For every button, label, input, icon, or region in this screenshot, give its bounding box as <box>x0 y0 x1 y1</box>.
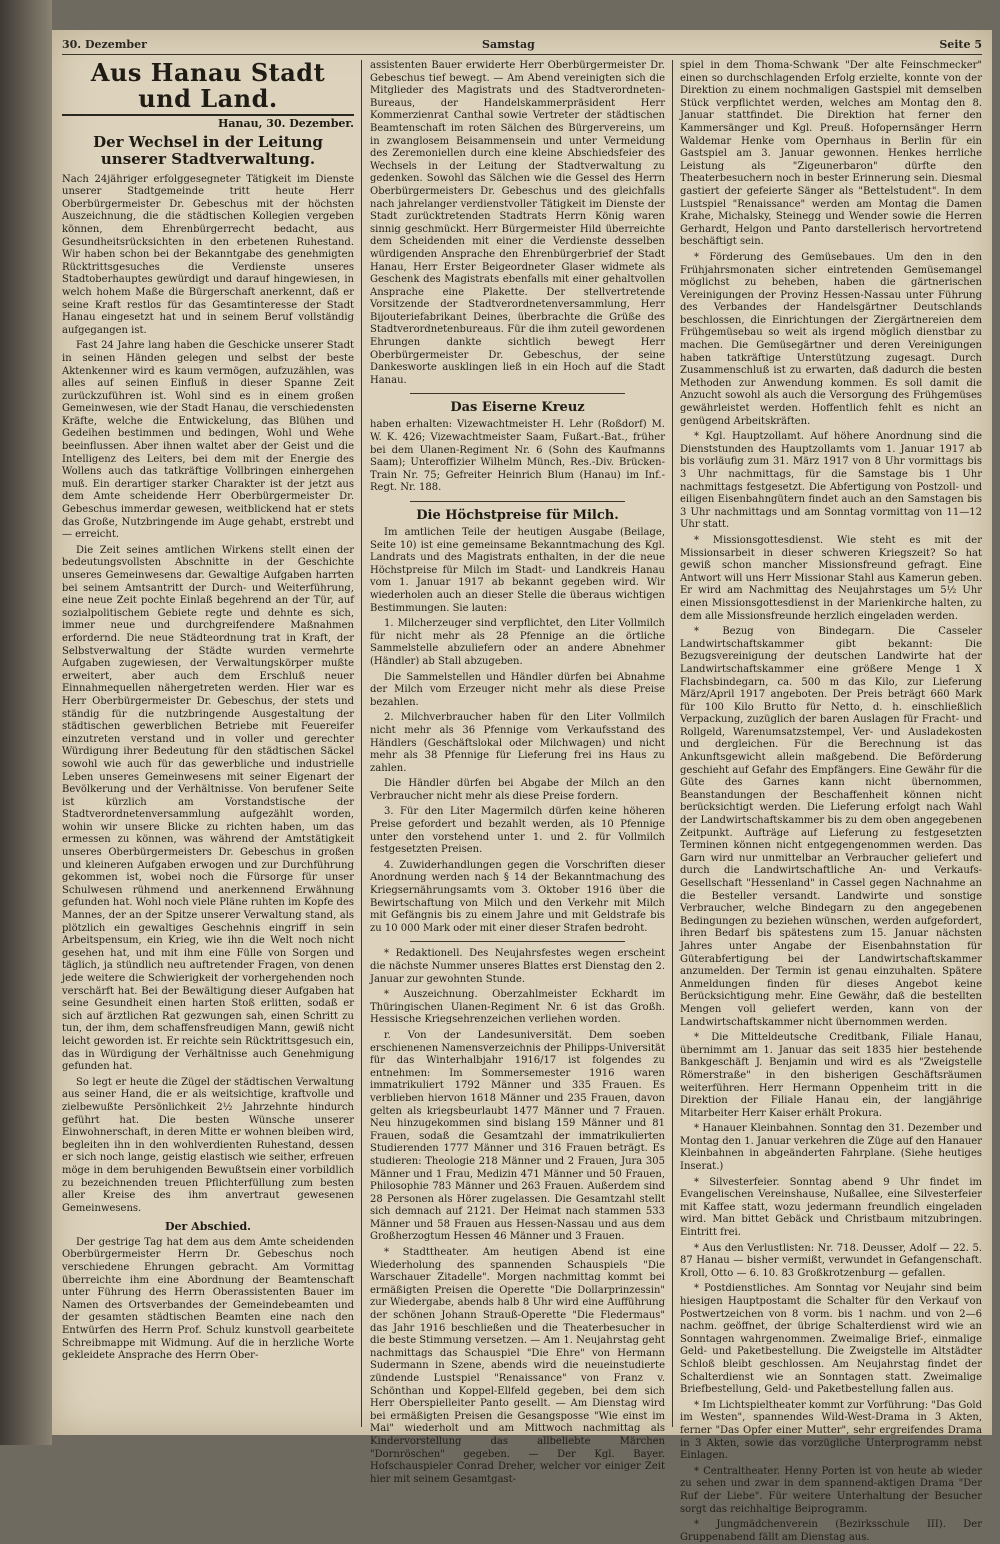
header-page-number: Seite 5 <box>939 38 982 51</box>
article-headline: Das Eiserne Kreuz <box>450 400 585 416</box>
article-paragraph: assistenten Bauer erwiderte Herr Oberbürgermeister Dr. Gebeschus tief bewegt. — Am Abend vereinigten sich die Mitglieder des Magistrats und des Stadtverordneten-Bureaus, der Handelskammerpräsident Herr Kommerzienrat Canthal sowie Vertreter der städtischen Beamtenschaft im roten Sälchen des Bürgervereins, um in zwanglosem Beisammensein und unter Vermeidung des Zeremoniellen durch eine kleine Abschiedsfeier des Wechsels in der Leitung der Stadtverwaltung zu gedenken. Sowohl das Sälchen wie die Gessel des Herrn Oberbürgermeisters Dr. Gebeschus und des gleichfalls nach jahrelanger verdienstvoller Tätigkeit im Dienste der Stadt zurücktretenden Stadtrats Herrn König waren sinnig geschmückt. Herr Bürgermeister Hild überreichte dem Scheidenden mit einer die Verdienste desselben würdigenden Ansprache den Ehrenbürgerbrief der Stadt Hanau, Herr Erster Beigeordneter Glaser widmete als Geschenk des Magistrats ebenfalls mit einer gehaltvollen Ansprache eine Plakette. Der stellvertretende Vorsitzende der Stadtverordnetenversammlung, Herr Bijouteriefabrikant Deines, überbrachte die Grüße des Stadtverordnetenbureaus. Für die ihm zuteil gewordenen Ehrungen dankte sichtlich bewegt Herr Oberbürgermeister Dr. Gebeschus, der seine Dankesworte ausklingen ließ in ein Hoch auf die Stadt Hanau. <box>370 60 665 386</box>
local-note: * Hanauer Kleinbahnen. Sonntag den 31. Dezember und Montag den 1. Januar verkehren die Züge auf den Hanauer Kleinbahnen in abgeänderten Fahrplane. (Siehe heutiges Inserat.) <box>680 1123 982 1173</box>
local-note: * Bezug von Bindegarn. Die Casseler Landwirtschaftskammer gibt bekannt: Die Bezugsvereinigung der deutschen Landwirte hat der Landwirtschaftskammer eine größere Menge 1 X Flachsbindegarn, ca. 500 m das Kilo, zur Lieferung März/April 1917 angeboten. Der Preis beträgt 660 Mark für 100 Kilo Brutto für Netto, d. h. einschließlich Verpackung, zuzüglich der baren Auslagen für Fracht- und Rollgeld, Warenumsatzstempel, Ver- und Ausladekosten und dergleichen. Für die Berechnung ist das Ankunftsgewicht allein maßgebend. Die Beförderung geschieht auf Gefahr des Empfängers. Eine Gewähr für die Güte des Garnes kann nicht übernommen, Beanstandungen der Beschaffenheit können nicht berücksichtigt werden. Die Lieferung erfolgt nach Wahl der Landwirtschaftskammer bis zu dem oben angegebenen Zeitpunkt. Aufträge auf Lieferung zu festgesetzten Terminen können nicht entgegengenommen werden. Das Garn wird nur unmittelbar an Verbraucher geliefert und durch die Landwirtschaftliche An- und Verkaufs-Gesellschaft "Hessenland" in Cassel gegen Nachnahme an die Besteller versandt. Landwirte und sonstige Verbraucher, welche Bindegarn zu den angegebenen Bedingungen zu beziehen wünschen, werden aufgefordert, ihren Bedarf bis spätestens zum 15. Januar nächsten Jahres unter Angabe der Eisenbahnstation für Güterabfertigung bei der Landwirtschaftskammer anzumelden. Der Termin ist genau einzuhalten. Spätere Anmeldungen finden für dieses Angebot keine Berücksichtigung mehr. Eine Gewähr, daß die bestellten Mengen voll geliefert werden, kann von der Landwirtschaftskammer nicht übernommen werden. <box>680 626 982 1028</box>
column-rule <box>672 60 673 1427</box>
article-paragraph: Fast 24 Jahre lang haben die Geschicke unserer Stadt in seinen Händen gelegen und selbst der beste Aktenkenner wird es kaum vermögen, aufzuzählen, was alles auf seinen Einfluß in dieser Spanne Zeit zurückzuführen ist. Wohl sind es in einem großen Gemeinwesen, wie der Stadt Hanau, die verschiedensten Kräfte, welche die Entwickelung, das Blühen und Gedeihen bestimmen und bedingen, Wohl und Wehe beeinflussen. Aber ihnen waltet aber der Geist und die Intelligenz des Leiters, bei dem mit der Energie des Wollens auch das tatkräftige Vollbringen einhergehen muß. Ein derartiger starker Charakter ist der jetzt aus dem Amte scheidende Herr Oberbürgermeister Dr. Gebeschus immerdar gewesen, weitblickend hat er stets das Große, Nutzbringende im Auge gehabt, erstrebt und — erreicht. <box>62 340 354 541</box>
column-1 <box>62 60 354 1427</box>
local-note: * Redaktionell. Des Neujahrsfestes wegen erscheint die nächste Nummer unseres Blattes erst Dienstag den 2. Januar zur gewohnten Stunde. <box>370 948 665 985</box>
section-masthead: Aus Hanau Stadt und Land. <box>62 60 354 116</box>
article-headline: Der Wechsel in der Leitung unserer Stadtverwaltung. <box>93 132 323 168</box>
article-paragraph: So legt er heute die Zügel der städtischen Verwaltung aus seiner Hand, die er als weitsichtige, kraftvolle und zielbewußte Persönlichkeit 2½ Jahrzehnte hindurch geführt hat. Die besten Wünsche unserer Einwohnerschaft, in deren Mitte er wohnen bleiben wird, begleiten ihn in den wohlverdienten Ruhestand, dessen er sich noch lange, geistig elastisch wie seither, erfreuen möge in dem beruhigenden Bewußtsein einer vorbildlich zu bezeichnenden treuen Pflichterfüllung zum besten aller Kreise des ihm anvertraut gewesenen Gemeinwesens. <box>62 1076 354 1214</box>
local-note: * Stadttheater. Am heutigen Abend ist eine Wiederholung des spannenden Schauspiels "Die Warschauer Zitadelle". Morgen nachmittag kommt bei ermäßigten Preisen die Operette "Die Dollarprinzessin" zur Wiedergabe, abends halb 8 Uhr wird eine Aufführung der schönen Johann Strauß-Operette "Die Fledermaus" das Jahr 1916 beschließen und die Theaterbesucher in die beste Stimmung versetzen. — Am 1. Neujahrstag geht nachmittags das Schauspiel "Die Ehre" von Hermann Sudermann in Szene, abends wird die neueinstudierte zündende Lustspiel "Renaissance" von Franz v. Schönthan und Koppel-Ellfeld gegeben, bei dem sich Herr Oberspielleiter Panto gesellt. — Am Dienstag wird bei ermäßigten Preisen die Gesangsposse "Wie einst im Mai" wiederholt und am Mittwoch nachmittag als Kindervorstellung das allbeliebte Märchen "Dornröschen" gegeben. — Der Kgl. Bayer. Hofschauspieler Conrad Dreher, welcher vor einiger Zeit hier mit seinem Gesamtgast- <box>370 1247 665 1485</box>
header-date: 30. Dezember <box>62 38 147 51</box>
local-note: * Aus den Verlustlisten: Nr. 718. Deusser, Adolf — 22. 5. 87 Hanau — bisher vermißt, verwundet in Gefangenschaft. Kroll, Otto — 6. 10. 83 Großkrotzenburg — gefallen. <box>680 1242 982 1279</box>
newspaper-page <box>52 30 992 1543</box>
column-3 <box>680 60 982 1543</box>
divider <box>410 393 625 394</box>
article-paragraph: 4. Zuwiderhandlungen gegen die Vorschriften dieser Anordnung werden nach § 14 der Bekanntmachung des Kriegsernährungsamts vom 3. Oktober 1916 über die Bewirtschaftung von Milch und den Verkehr mit Milch mit Gefängnis bis zu einem Jahre und mit Geldstrafe bis zu 10 000 Mark oder mit einer dieser Strafen bedroht. <box>370 859 665 934</box>
running-head <box>62 36 982 55</box>
divider <box>410 501 625 502</box>
article-paragraph: Die Zeit seines amtlichen Wirkens stellt einen der bedeutungsvollsten Abschnitte in der Geschichte unseres Gemeinwesens dar. Gewaltige Aufgaben harrten bei seinem Amtsantritt der Durch- und Weiterführung, eine neue Zeit pochte Einlaß begehrend an der Tür, auf sozialpolitischem Gebiete regte und dehnte es sich, immer neue und durchgreifendere Maßnahmen erfordernd. Die neue Städteordnung trat in Kraft, der Selbstverwaltung der Städte wurden vermehrte Aufgaben zugewiesen, der Verwaltungskörper mußte erweitert, aber auch dem Erschluß neuer Einnahmequellen nähergetreten werden. Hier war es Herr Oberbürgermeister Dr. Gebeschus, der stets und ständig für die nutzbringende Ausgestaltung der städtischen gewerblichen Betriebe mit Feuereifer einzutreten verstand und in voller und gerechter Würdigung ihrer Bedeutung für den städtischen Säckel sowohl wie auch für das gewerbliche und industrielle Leben unseres Gemeinwesens mit seiner Eigenart der Bevölkerung und der Verhältnisse. Von berufener Seite ist kürzlich am Vorstandstische der Stadtverordnetenversammlung aufgezählt worden, wohin wir unsere Blicke zu richten haben, um das ermessen zu können, was während der Amtstätigkeit unseres Oberbürgermeisters Dr. Gebeschus in großen und kleineren Aufgaben erwogen und zur Durchführung gekommen ist, wobei noch die Fürsorge für unser Schulwesen rühmend und anerkennend Erwähnung gefunden hat. Wohl noch viele Pläne ruhten im Kopfe des Mannes, der an der Spitze unserer Verwaltung stand, als plötzlich ein gewaltiges Geschehnis eingriff in sein Arbeitspensum, ein Krieg, wie ihn die Welt noch nicht gesehen hat, und mit ihm eine Fülle von Sorgen und täglich, ja stündlich neu auftretender Fragen, von denen jede weitere die Schwierigkeit der vorhergehenden noch verschärft hat. Bei der Bewältigung dieser Aufgaben hat seine Gesundheit einen harten Stoß erlitten, sodaß er sich auf ärztlichen Rat gezwungen sah, einen Schritt zu tun, der ihm, dem schaffensfreudigen Mann, gewiß nicht leicht geworden ist. Er reichte sein Rücktrittsgesuch ein, das in Würdigung der Verhältnisse auch Genehmigung gefunden hat. <box>62 544 354 1073</box>
article-paragraph: 1. Milcherzeuger sind verpflichtet, den Liter Vollmilch für nicht mehr als 28 Pfennige an die örtliche Sammelstelle abzuliefern oder an andere Abnehmer (Händler) ab Stall abzugeben. <box>370 618 665 667</box>
local-note: spiel in dem Thoma-Schwank "Der alte Feinschmecker" einen so durchschlagenden Erfolg erzielte, konnte von der Direktion zu einem nochmaligen Gastspiel mit demselben Stück verpflichtet werden, welches am Montag den 8. Januar stattfindet. Die Direktion hat ferner den Kammersänger und Kgl. Preuß. Hofopernsänger Herrn Waldemar Henke vom Opernhaus in Berlin für ein Gastspiel am 3. Januar gewonnen. Henkes herrliche Leistung als "Zigeunerbaron" dürfte den Theaterbesuchern noch in bester Erinnerung sein. Diesmal gastiert der gefeierte Sänger als "Bettelstudent". In dem Lustspiel "Renaissance" werden am Montag die Damen Krahe, Michalsky, Steinegg und Wender sowie die Herren Gerhardt, Helgon und Panto darstellerisch hervortretend beschäftigt sein. <box>680 60 982 248</box>
local-note: * Missionsgottesdienst. Wie steht es mit der Missionsarbeit in dieser schweren Kriegszeit? So hat gewiß schon mancher Missionsfreund gefragt. Eine Antwort will uns Herr Missionar Stahl aus Kamerun geben. Er wird am Nachmittag des Neujahrstages um 5½ Uhr einen Missionsgottesdienst in der Marienkirche halten, zu dem alle Missionsfreunde herzlich eingeladen werden. <box>680 534 982 622</box>
article-paragraph: 2. Milchverbraucher haben für den Liter Vollmilch nicht mehr als 36 Pfennige vom Verkaufsstand des Händlers (Geschäftslokal oder Milchwagen) und nicht mehr als 38 Pfennige für Lieferung frei ins Haus zu zahlen. <box>370 712 665 774</box>
dateline: Hanau, 30. Dezember. <box>218 117 354 130</box>
local-note: * Jungmädchenverein (Bezirksschule III). Der Gruppenabend fällt am Dienstag aus. <box>680 1519 982 1543</box>
article-subhead: Der Abschied. <box>165 1220 251 1234</box>
local-note: * Centraltheater. Henny Porten ist von heute ab wieder zu sehen und zwar in dem spannend-aktigen Drama "Der Ruf der Liebe". Für weitere Unterhaltung der Besucher sorgt das reichhaltige Beiprogramm. <box>680 1465 982 1515</box>
article-paragraph: Im amtlichen Teile der heutigen Ausgabe (Beilage, Seite 10) ist eine gemeinsame Bekanntmachung des Kgl. Landrats und des Magistrats enthalten, in der die neue Höchstpreise für Milch im Stadt- und Landkreis Hanau vom 1. Januar 1917 ab bekannt gegeben wird. Wir wiederholen auch an dieser Stelle die überaus wichtigen Bestimmungen. Sie lauten: <box>370 527 665 614</box>
article-paragraph: Die Sammelstellen und Händler dürfen bei Abnahme der Milch vom Erzeuger nicht mehr als diese Preise bezahlen. <box>370 671 665 708</box>
local-note: * Auszeichnung. Oberzahlmeister Eckhardt im Thüringischen Ulanen-Regiment Nr. 6 ist das Großh. Hessische Kriegsehrenzeichen verliehen worden. <box>370 989 665 1026</box>
scan-edge <box>0 0 52 1445</box>
local-note: * Postdienstliches. Am Sonntag vor Neujahr sind beim hiesigen Hauptpostamt die Schalter für den Verkauf von Postwertzeichen von 8 vorm. bis 1 nachm. und von 2—6 nachm. geöffnet, der übrige Schalterdienst wird wie an Sonntagen wahrgenommen. Zweimalige Brief-, einmalige Geld- und Paketbestellung. Die Zweigstelle im Altstädter Schloß bleibt geschlossen. Am Neujahrstag findet der Schalterdienst wie an Sonntagen statt. Zweimalige Briefbestellung, Geld- und Paketbestellung fallen aus. <box>680 1283 982 1396</box>
local-note: * Im Lichtspieltheater kommt zur Vorführung: "Das Gold im Westen", spannendes Wild-West-Drama in 3 Akten, ferner "Das Opfer einer Mutter", sehr ergreifendes Drama in 3 Akten, sowie das vorzügliche Unterprogramm nebst Einlagen. <box>680 1399 982 1462</box>
local-note: * Silvesterfeier. Sonntag abend 9 Uhr findet im Evangelischen Vereinshause, Nußallee, eine Silvesterfeier mit Kaffee statt, wozu jedermann freundlich eingeladen wird. Man bittet Gebäck und Christbaum mitzubringen. Eintritt frei. <box>680 1176 982 1239</box>
divider <box>410 941 625 942</box>
article-paragraph: Die Händler dürfen bei Abgabe der Milch an den Verbraucher nicht mehr als diese Preise fordern. <box>370 778 665 802</box>
article-paragraph: Der gestrige Tag hat dem aus dem Amte scheidenden Oberbürgermeister Herrn Dr. Gebeschus noch verschiedene Ehrungen gebracht. Am Vormittag überreichte ihm eine Abordnung der Beamtenschaft unter Führung des Herrn Oberassistenten Bauer im Namen des Ortsverbandes der Gemeindebeamten und der gesamten städtischen Beamten eine nach den Entwürfen des Herrn Prof. Schulz kunstvoll gearbeitete Schreibmappe mit Widmung. Auf die in herzliche Worte gekleidete Ansprache des Herrn Ober- <box>62 1236 354 1362</box>
column-rule <box>361 60 362 1427</box>
column-2 <box>370 60 665 1485</box>
header-weekday: Samstag <box>482 38 535 51</box>
article-paragraph: 3. Für den Liter Magermilch dürfen keine höheren Preise gefordert und bezahlt werden, als 10 Pfennige unter den vorstehend unter 1. und 2. für Vollmilch festgesetzten Preisen. <box>370 806 665 856</box>
local-note: * Die Mitteldeutsche Creditbank, Filiale Hanau, übernimmt am 1. Januar das seit 1835 hier bestehende Bankgeschäft J. Benjamin und wird es als "Zweigstelle Römerstraße" in den bisherigen Geschäftsräumen weiterführen. Herr Hermann Oppenheim tritt in die Direktion der Filiale Hanau ein, der langjährige Mitarbeiter Herr Kaiser erhält Prokura. <box>680 1032 982 1119</box>
article-paragraph: Nach 24jähriger erfolggesegneter Tätigkeit im Dienste unserer Stadtgemeinde tritt heute Herr Oberbürgermeister Dr. Gebeschus mit der höchsten Auszeichnung, die die städtischen Kollegien vergeben können, dem Ehrenbürgerrecht bedacht, aus Gesundheitsrücksichten in den erbetenen Ruhestand. Wir haben schon bei der Bekanntgabe des genehmigten Rücktrittsgesuches die Verdienste unseres Stadtoberhauptes gewürdigt und darauf hingewiesen, in welch hohem Maße die Bürgerschaft anerkennt, daß er seine Kraft restlos für das Gesamtinteresse der Stadt Hanau eingesetzt hat und in seinem Beruf vollständig aufgegangen ist. <box>62 173 354 336</box>
article-headline: Die Höchstpreise für Milch. <box>416 508 619 523</box>
article-paragraph: haben erhalten: Vizewachtmeister H. Lehr (Roßdorf) M. W. K. 426; Vizewachtmeister Saam, Fußart.-Bat., früher bei dem Ulanen-Regiment Nr. 6 (Sohn des Kaufmanns Saam); Unteroffizier Wilhelm Münch, Res.-Div. Brücken-Train Nr. 75; Gefreiter Heinrich Blum (Hanau) im Inf.-Regt. Nr. 188. <box>370 419 665 494</box>
local-note: r. Von der Landesuniversität. Dem soeben erschienenen Namensverzeichnis der Philipps-Universität für das Winterhalbjahr 1916/17 ist folgendes zu entnehmen: Im Sommersemester 1916 waren immatrikuliert 1792 Männer und 335 Frauen. Es verblieben hiervon 1618 Männer und 235 Frauen, davon gelten als kriegsbeurlaubt 1477 Männer und 7 Frauen. Neu hinzugekommen sind bislang 159 Männer und 81 Frauen, sodaß die Gesamtzahl der immatrikulierten Studierenden 1777 Männer und 316 Frauen beträgt. Es studieren: Theologie 218 Männer und 2 Frauen, Jura 305 Männer und 1 Frau, Medizin 471 Männer und 50 Frauen, Philosophie 783 Männer und 263 Frauen. Außerdem sind 28 Personen als Hörer zugelassen. Die Gesamtzahl stellt sich demnach auf 2121. Der Heimat nach stammen 533 Männer und 58 Frauen aus Hessen-Nassau und aus dem Großherzogtum Hessen 46 Männer und 3 Frauen. <box>370 1029 665 1243</box>
local-note: * Kgl. Hauptzollamt. Auf höhere Anordnung sind die Dienststunden des Hauptzollamts vom 1. Januar 1917 ab bis vorläufig zum 31. März 1917 von 8 Uhr vormittags bis 3 Uhr nachmittags, für die Samstage bis 1 Uhr nachmittags festgesetzt. Die Abfertigung von Postzoll- und eiligen Eisenbahngütern findet auch an den Samstagen bis 3 Uhr nachmittags und am Sonntag vormittag von 11—12 Uhr statt. <box>680 431 982 531</box>
local-note: * Förderung des Gemüsebaues. Um den in den Frühjahrsmonaten sicher eintretenden Gemüsemangel möglichst zu beheben, haben die gärtnerischen Vereinigungen der Provinz Hessen-Nassau unter Führung des Verbandes der Handelsgärtner Deutschlands beschlossen, die Einrichtungen der Ziergärtnereien dem Frühgemüsebau so weit als irgend möglich dienstbar zu machen. Die Gemüsegärtner und deren Vereinigungen haben tatkräftige Unterstützung zugesagt. Durch Zusammenschluß ist zu erwarten, daß dadurch die besten Methoden zur Anwendung kommen. Es soll damit die Anzucht sowohl als auch die Versorgung des Frühgemüses gewährleistet werden. Hoffentlich fehlt es nicht an genügend Arbeitskräften. <box>680 251 982 427</box>
